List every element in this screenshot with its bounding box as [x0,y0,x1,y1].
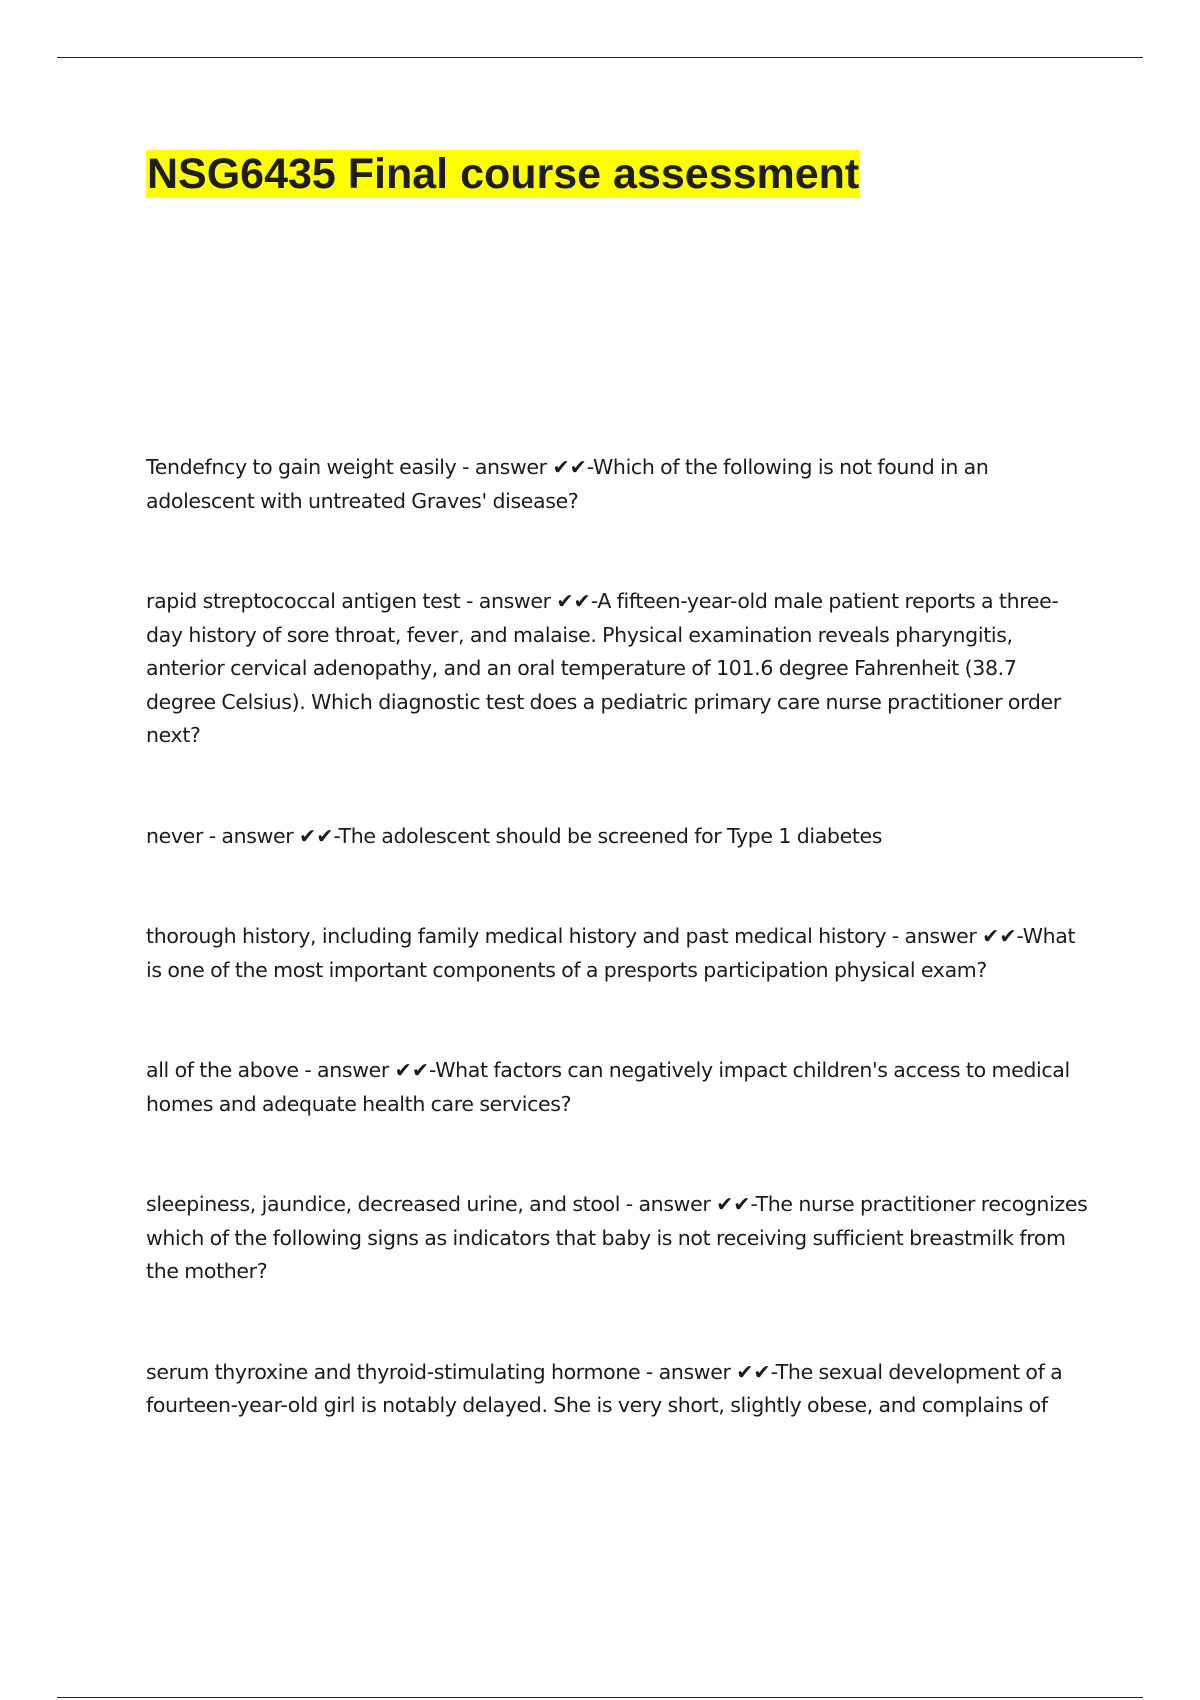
qa-entry-3 [146,820,1091,854]
answer-separator: - answer [456,455,553,479]
answer-separator: - answer [640,1359,737,1384]
top-rule [57,57,1143,58]
answer-text: serum thyroxine and thyroid-stimulating hormone [146,1359,641,1384]
qa-entry-6 [146,1188,1091,1289]
answer-text: never [146,823,204,848]
answer-separator: - answer [298,1058,395,1082]
answer-text: Tendefncy to gain weight easily [146,455,457,479]
double-check-icon: ✔✔ [982,924,1017,948]
answer-text: thorough history, including family medical history and past medical history [146,924,887,948]
qa-entry-4 [146,920,1091,987]
answer-text: sleepiness, jaundice, decreased urine, and stool [146,1192,621,1216]
answer-separator: - answer [460,589,557,613]
double-check-icon: ✔✔ [394,1058,430,1082]
qa-entry-5 [146,1054,1091,1121]
question-text: -The nurse practitioner recognizes which of the following signs as indicators that baby is not receiving sufficient breastmilk from the mother? [146,1192,1088,1283]
answer-text: all of the above [146,1058,299,1082]
qa-entry-2 [146,585,1091,753]
qa-list [146,451,1091,1423]
answer-separator: - answer [886,924,983,948]
double-check-icon: ✔✔ [716,1192,751,1216]
qa-entry-1 [146,451,1091,518]
question-text: -A fifteen-year-old male patient reports a three-day history of sore throat, fever, and malaise. Physical examination reveals pharyngitis, anterior cervical adenopathy, and an oral temperature of 101.6 degree Fahrenheit (38.7 degree Celsius). Which diagnostic test does a pediatric primary care nurse practitioner order next? [146,589,1061,747]
title-highlight: NSG6435 Final course assessment [147,150,860,198]
question-text: -What is one of the most important components of a presports participation physical exam? [146,924,1076,982]
question-text: -The sexual development of a fourteen-year-old girl is notably delayed. She is very short, slightly obese, and complains of [146,1359,1063,1417]
bottom-rule [57,1697,1143,1698]
double-check-icon: ✔✔ [556,589,591,613]
question-text: -What factors can negatively impact children's access to medical homes and adequate health care services? [146,1058,1070,1116]
answer-text: rapid streptococcal antigen test [146,589,461,613]
answer-separator: - answer [620,1192,717,1216]
answer-separator: - answer [203,823,300,848]
qa-entry-7 [146,1356,1091,1423]
double-check-icon: ✔✔ [299,823,334,848]
question-text: -Which of the following is not found in an adolescent with untreated Graves' disease? [146,455,989,513]
question-text: -The adolescent should be screened for Type 1 diabetes [333,823,883,848]
document-title [146,145,860,203]
double-check-icon: ✔✔ [736,1359,771,1384]
double-check-icon: ✔✔ [552,455,587,479]
